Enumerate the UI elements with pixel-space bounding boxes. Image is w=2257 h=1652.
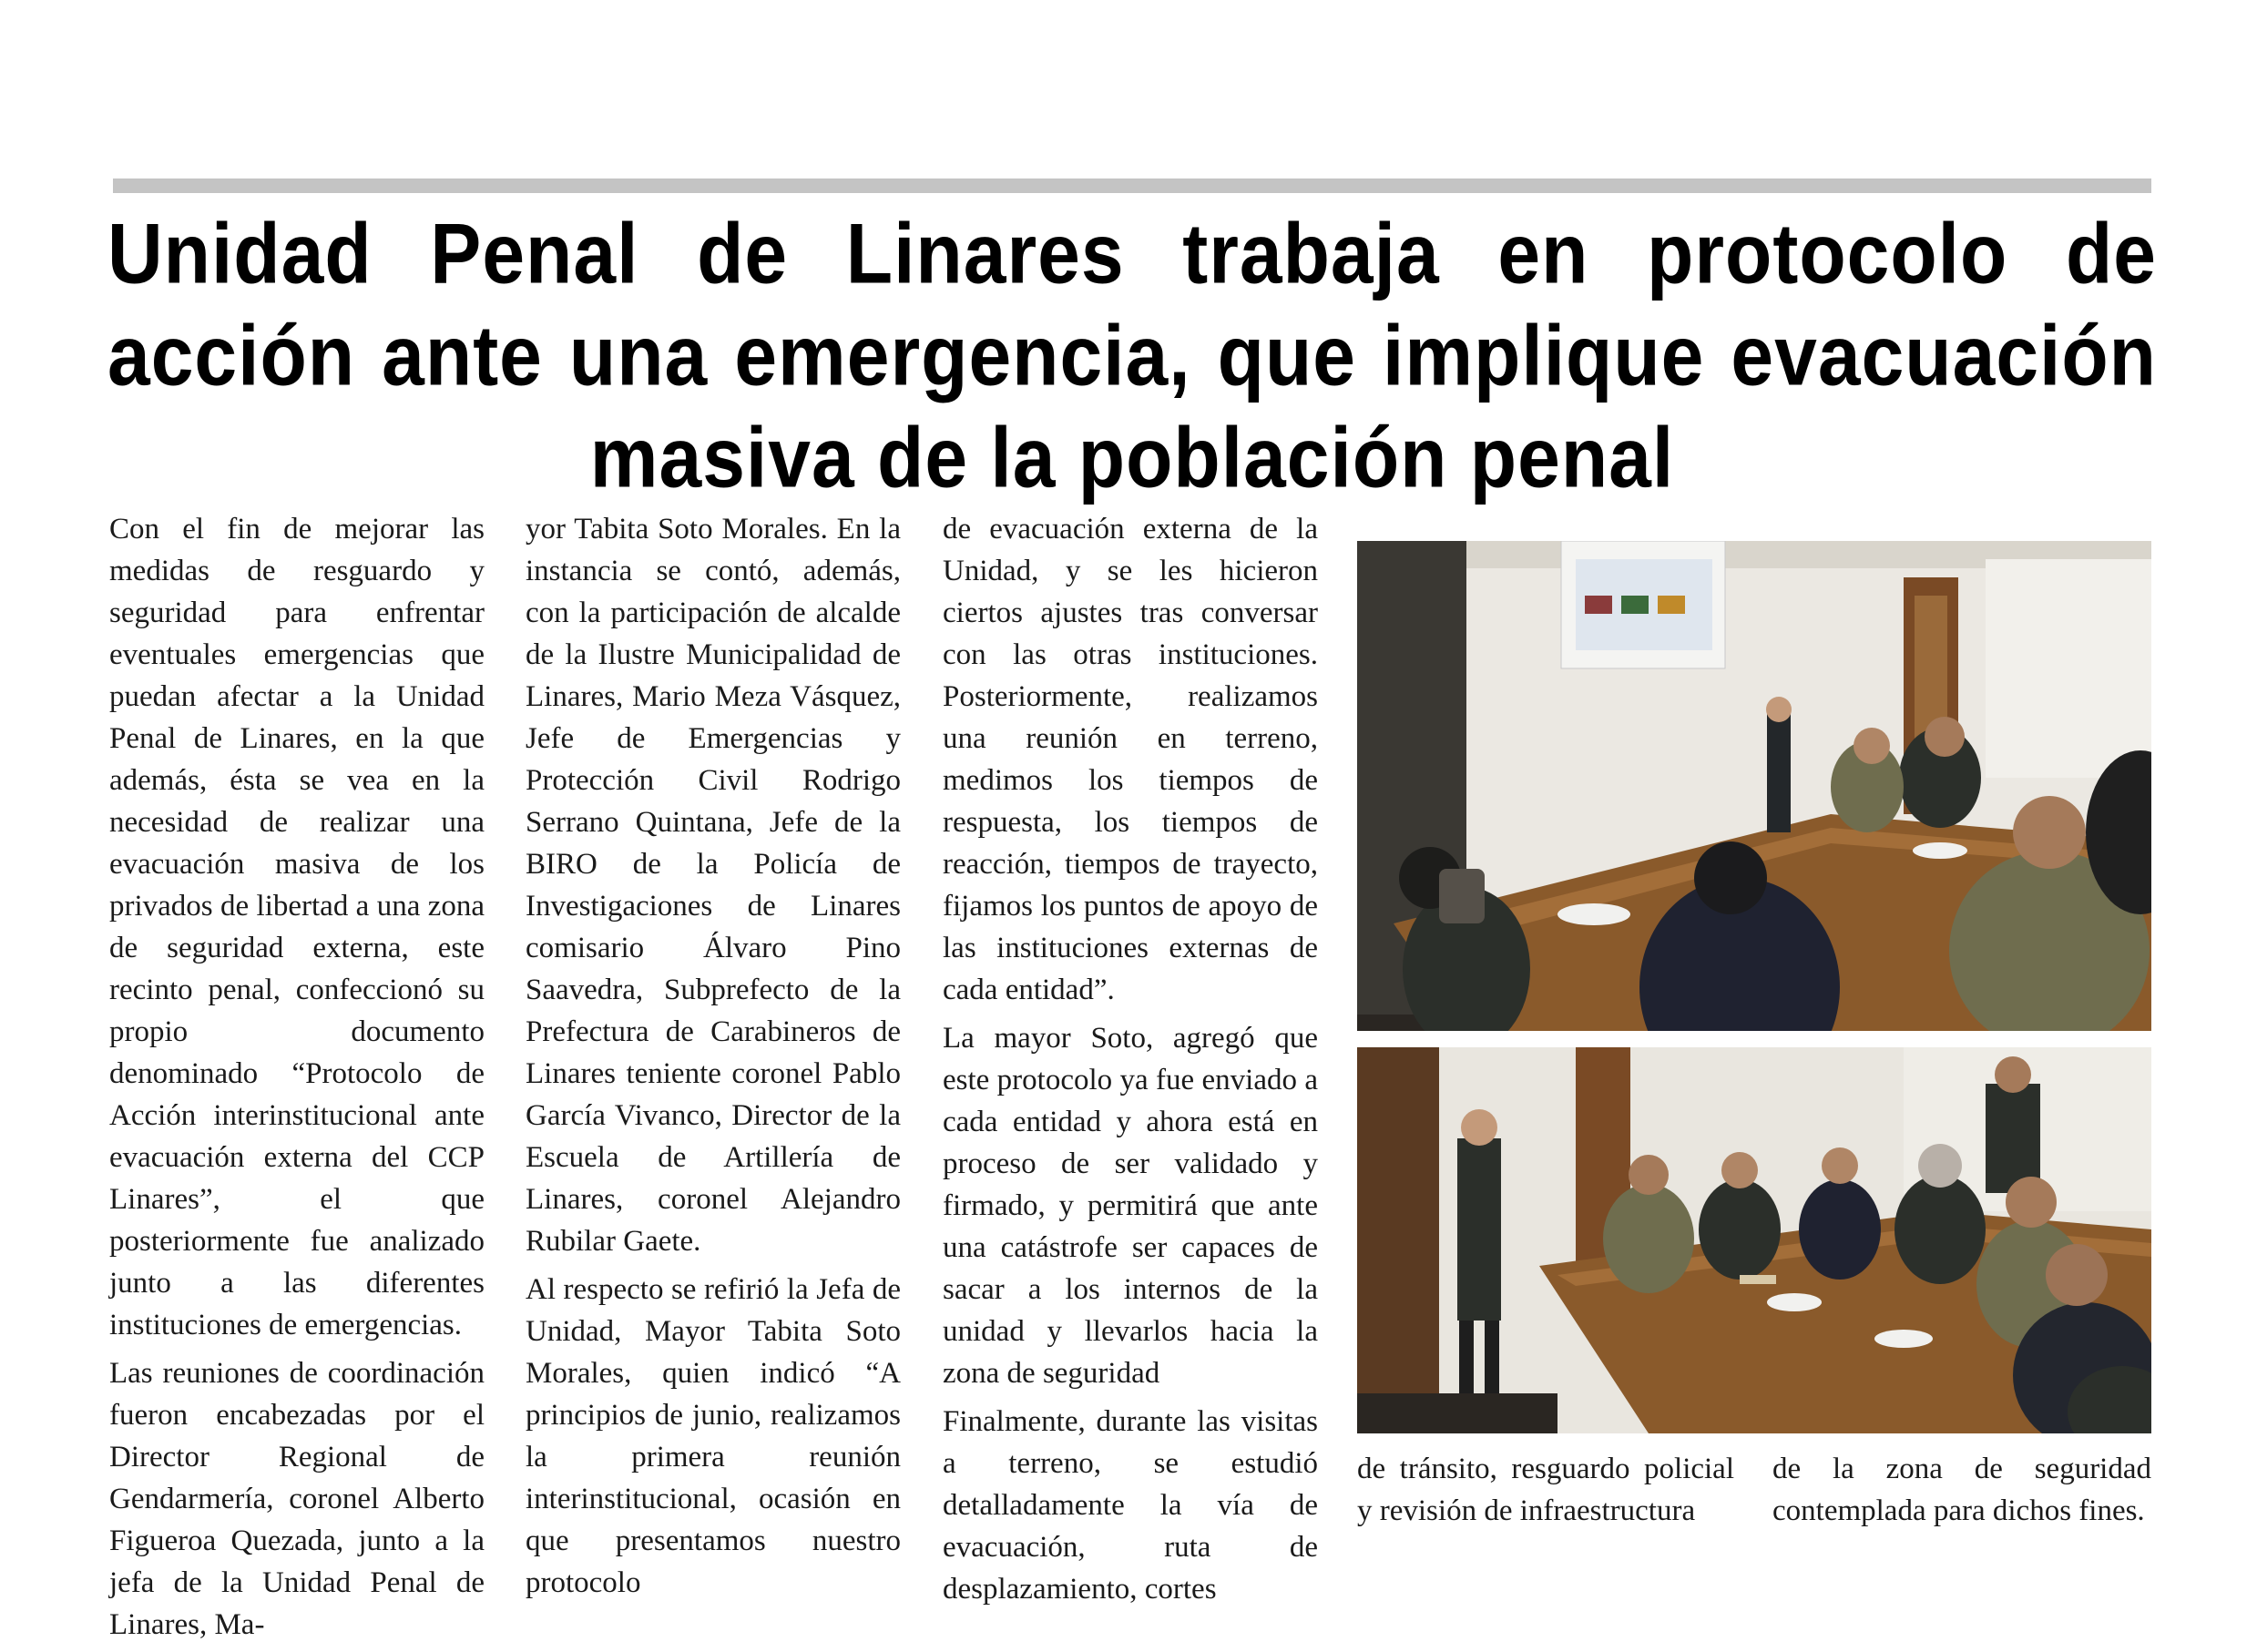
paragraph: Las reuniones de coordinación fueron encabezadas por el Director Regional de Gendarmería, coronel Alberto Figueroa Quezada, junto a la jefa de la Unidad Penal de Linares, Ma-: [109, 1357, 485, 1641]
article-column-4: [1357, 1448, 1734, 1538]
meeting-photo-2-image: [1357, 1047, 2151, 1433]
article-column-3: [943, 508, 1318, 1616]
paragraph: de la zona de seguridad contemplada para dichos fines.: [1772, 1453, 2151, 1527]
paragraph: de evacuación externa de la Unidad, y se les hicieron ciertos ajustes tras conversar con las otras instituciones. Posteriormente, realizamos una reunión en terreno, medimos los tiempos de respuesta, los tiempos de reacción, tiempos de trayecto, fijamos los puntos de apoyo de las instituciones externas de cada entidad”.: [943, 513, 1318, 1006]
meeting-photo-1-image: [1357, 541, 2151, 1031]
paragraph: de tránsito, resguardo policial y revisión de infraestructura: [1357, 1453, 1734, 1527]
paragraph: yor Tabita Soto Morales. En la instancia se contó, además, con la participación de alcalde de la Ilustre Municipalidad de Linares, Mario Meza Vásquez, Jefe de Emergencias y Protección Civil Rodrigo Serrano Quintana, Jefe de la BIRO de la Policía de Investigaciones de Linares comisario Álvaro Pino Saavedra, Subprefecto de la Prefectura de Carabineros de Linares teniente coronel Pablo García Vivanco, Director de la Escuela de Artillería de Linares, coronel Alejandro Rubilar Gaete.: [526, 513, 901, 1258]
paragraph: Finalmente, durante las visitas a terreno, se estudió detalladamente la vía de evacuación, ruta de desplazamiento, cortes: [943, 1405, 1318, 1606]
meeting-photo-1: [1357, 541, 2151, 1031]
header-rule: [113, 178, 2151, 193]
article-column-1: [109, 508, 485, 1652]
headline: Unidad Penal de Linares trabaja en protocolo de acción ante una emergencia, que implique evacuación masiva de la población penal: [107, 205, 2157, 505]
article-column-2: [526, 508, 901, 1610]
paragraph: La mayor Soto, agregó que este protocolo ya fue enviado a cada entidad y ahora está en proceso de ser validado y firmado, y permitirá que ante una catástrofe ser capaces de sacar a los internos de la unidad y llevarlos hacia la zona de seguridad: [943, 1022, 1318, 1390]
meeting-photo-2: [1357, 1047, 2151, 1433]
article-column-5: [1772, 1448, 2151, 1538]
paragraph: Con el fin de mejorar las medidas de resguardo y seguridad para enfrentar eventuales emergencias que puedan afectar a la Unidad Penal de Linares, en la que además, ésta se vea en la necesidad de realizar una evacuación masiva de los privados de libertad a una zona de seguridad externa, este recinto penal, confeccionó su propio documento denominado “Protocolo de Acción interinstitucional ante evacuación externa del CCP Linares”, el que posteriormente fue analizado junto a las diferentes instituciones de emergencias.: [109, 513, 485, 1341]
paragraph: Al respecto se refirió la Jefa de Unidad, Mayor Tabita Soto Morales, quien indicó “A principios de junio, realizamos la primera reunión interinstitucional, ocasión en que presentamos nuestro protocolo: [526, 1273, 901, 1599]
